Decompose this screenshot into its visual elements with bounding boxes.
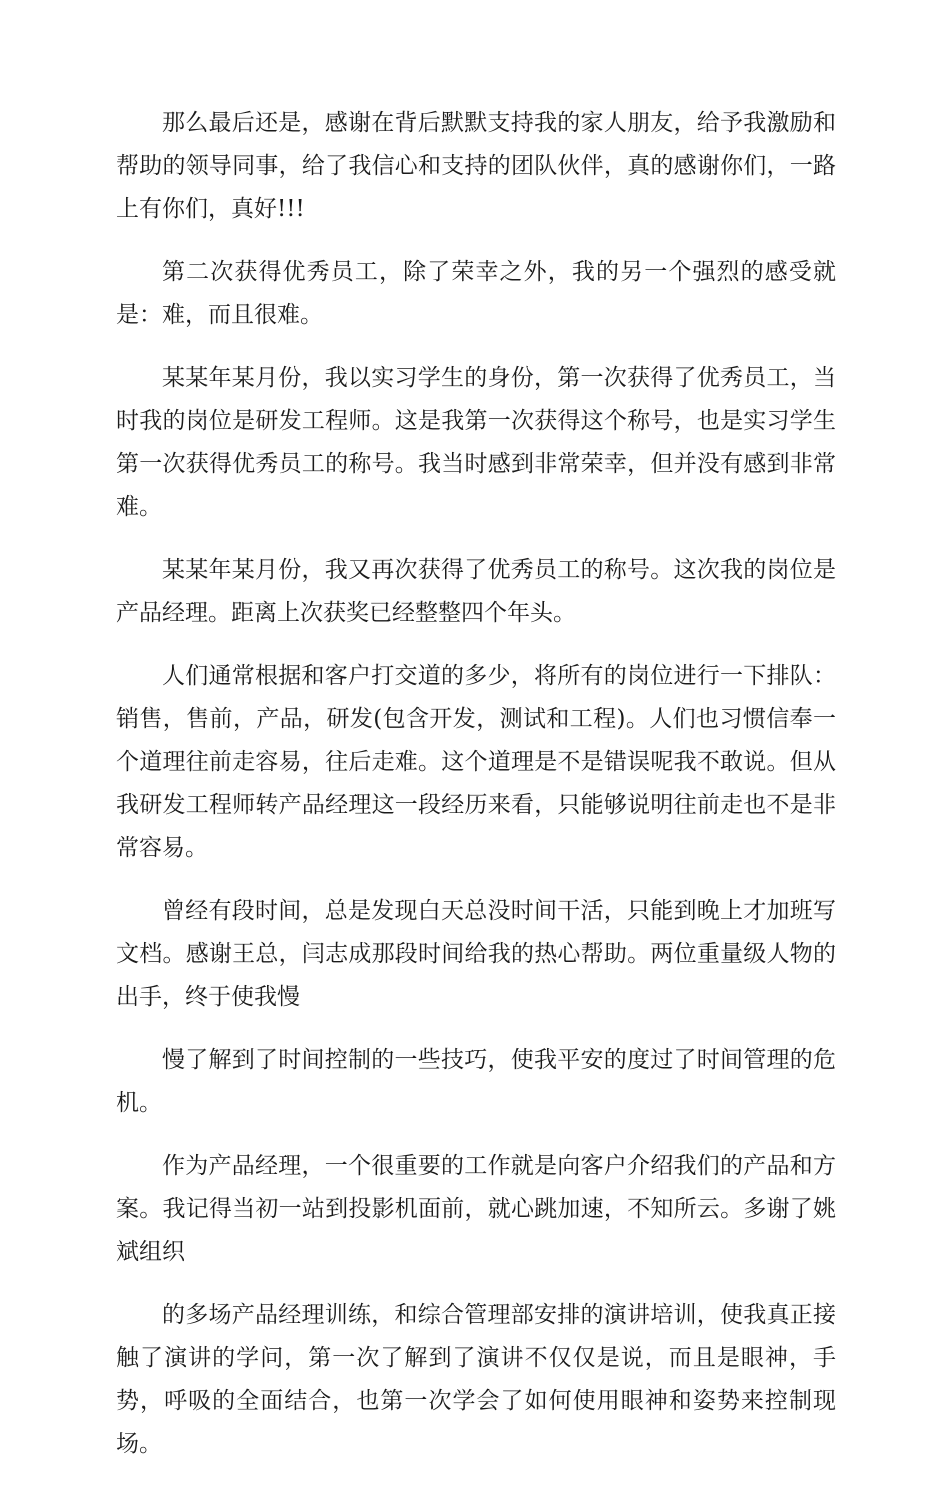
paragraph: 那么最后还是，感谢在背后默默支持我的家人朋友，给予我激励和帮助的领导同事，给了我信心和支持的团队伙伴，真的感谢你们，一路上有你们，真好!!!: [116, 110, 836, 222]
document-body: [116, 102, 836, 1486]
paragraph: 某某年某月份，我以实习学生的身份，第一次获得了优秀员工，当时我的岗位是研发工程师。这是我第一次获得这个称号，也是实习学生第一次获得优秀员工的称号。我当时感到非常荣幸，但并没有感到非常难。: [116, 365, 836, 520]
paragraph: 某某年某月份，我又再次获得了优秀员工的称号。这次我的岗位是产品经理。距离上次获奖已经整整四个年头。: [116, 557, 836, 626]
paragraph: 第二次获得优秀员工，除了荣幸之外，我的另一个强烈的感受就是：难，而且很难。: [116, 259, 836, 328]
paragraph: 人们通常根据和客户打交道的多少，将所有的岗位进行一下排队：销售，售前，产品，研发(包含开发，测试和工程)。人们也习惯信奉一个道理往前走容易，往后走难。这个道理是不是错误呢我不敢说。但从我研发工程师转产品经理这一段经历来看，只能够说明往前走也不是非常容易。: [116, 663, 836, 861]
paragraph: 曾经有段时间，总是发现白天总没时间干活，只能到晚上才加班写文档。感谢王总，闫志成那段时间给我的热心帮助。两位重量级人物的出手，终于使我慢: [116, 898, 836, 1010]
paragraph: 的多场产品经理训练，和综合管理部安排的演讲培训，使我真正接触了演讲的学问，第一次了解到了演讲不仅仅是说，而且是眼神，手势，呼吸的全面结合，也第一次学会了如何使用眼神和姿势来控制现场。: [116, 1302, 836, 1457]
paragraph: 作为产品经理，一个很重要的工作就是向客户介绍我们的产品和方案。我记得当初一站到投影机面前，就心跳加速，不知所云。多谢了姚斌组织: [116, 1153, 836, 1265]
paragraph: 慢了解到了时间控制的一些技巧，使我平安的度过了时间管理的危机。: [116, 1047, 836, 1116]
